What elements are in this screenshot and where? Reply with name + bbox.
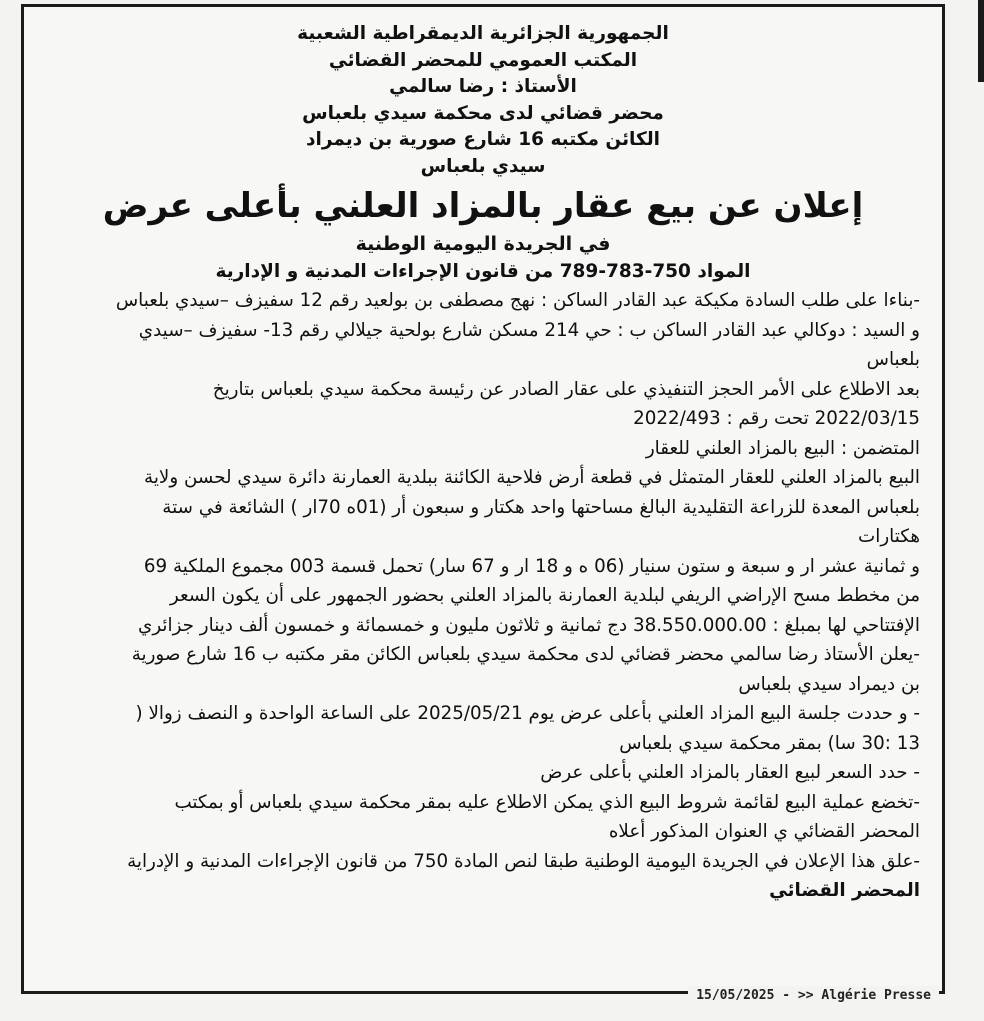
body-line: بعد الاطلاع على الأمر الحجز التنفيذي على عقار الصادر عن رئيسة محكمة سيدي بلعباس بتاريخ <box>212 378 920 400</box>
header-bailiff-name: الأستاذ : رضا سالمي <box>389 76 577 97</box>
signoff: المحضر القضائي <box>769 880 920 901</box>
body-line: المحضر القضائي ي العنوان المذكور أعلاه <box>608 821 920 842</box>
body-line: من مخطط مسح الإراضي الريفي لبلدية العمارنة بالمزاد العلني بحضور الجمهور على أن يكون السعر <box>169 585 920 606</box>
notice-body <box>24 286 942 906</box>
body-line: البيع بالمزاد العلني للعقار المتمثل في قطعة أرض فلاحية الكائنة ببلدية العمارنة دائرة سيدي لحسن ولاية <box>144 467 920 488</box>
body-line: و السيد : دوكالي عبد القادر الساكن ب : حي 214 مسكن شارع بولحية جيلالي رقم 13- سفيزف –سيدي <box>138 319 920 341</box>
body-line: - و حددت جلسة البيع المزاد العلني بأعلى عرض يوم 2025/05/21 على الساعة الواحدة و النصف زوالا ( <box>135 703 920 724</box>
body-line: بلعباس المعدة للزراعة التقليدية البالغ مساحتها واحد هكتار و سبعون أر (01ه 70ار ) الشائعة في ستة <box>162 496 920 518</box>
body-line: -علق هذا الإعلان في الجريدة اليومية الوطنية طبقا لنص المادة 750 من قانون الإجراءات المدنية و الإدراية <box>127 850 920 872</box>
body-line: -بناءا على طلب السادة مكيكة عبد القادر الساكن : نهج مصطفى بن بولعيد رقم 12 سفيزف –سيدي بلعباس <box>115 290 920 311</box>
notice-header <box>24 21 942 180</box>
footer-source: 15/05/2025 - >> Algérie Presse <box>688 986 939 1006</box>
body-line: -تخضع عملية البيع لقائمة شروط البيع الذي يمكن الاطلاع عليه بمقر محكمة سيدي بلعباس أو بمكتب <box>174 791 920 813</box>
header-office: المكتب العمومي للمحضر القضائي <box>328 49 638 71</box>
body-line: -يعلن الأستاذ رضا سالمي محضر قضائي لدى محكمة سيدي بلعباس الكائن مقر مكتبه ب 16 شارع صورية <box>131 644 920 665</box>
body-line: هكتارات <box>858 526 920 547</box>
body-line: بلعباس <box>866 349 920 370</box>
header-city: سيدي بلعباس <box>420 155 546 177</box>
body-line: 2022/03/15 تحت رقم : 2022/493 <box>633 408 920 429</box>
notice-frame <box>21 4 945 994</box>
header-court: محضر قضائي لدى محكمة سيدي بلعباس <box>302 102 664 124</box>
notice-articles: المواد 750-783-789 من قانون الإجراءات المدنية و الإدارية <box>215 261 751 282</box>
body-line: و ثمانية عشر ار و سبعة و ستون سنيار (06 ه و 18 ار و 67 سار) تحمل قسمة 003 مجموع الملكية 69 <box>143 555 920 577</box>
body-line: الإفتتاحي لها بمبلغ : 38.550.000.00 دج ثمانية و ثلاثون مليون و خمسمائة و خمسون ألف دينار جزائري <box>138 614 920 636</box>
header-republic: الجمهورية الجزائرية الديمقراطية الشعبية <box>297 23 669 44</box>
notice-title: إعلان عن بيع عقار بالمزاد العلني بأعلى عرض <box>102 186 864 226</box>
body-line: 13 :30 سا) بمقر محكمة سيدي بلعباس <box>619 732 920 754</box>
header-address: الكائن مكتبه 16 شارع صورية بن ديمراد <box>305 129 661 150</box>
page-edge-bar <box>978 0 984 82</box>
body-line: بن ديمراد سيدي بلعباس <box>738 673 920 695</box>
body-line: المتضمن : البيع بالمزاد العلني للعقار <box>645 437 920 459</box>
notice-subtitle: في الجريدة اليومية الوطنية <box>355 233 611 255</box>
body-line: - حدد السعر لبيع العقار بالمزاد العلني بأعلى عرض <box>540 762 920 783</box>
